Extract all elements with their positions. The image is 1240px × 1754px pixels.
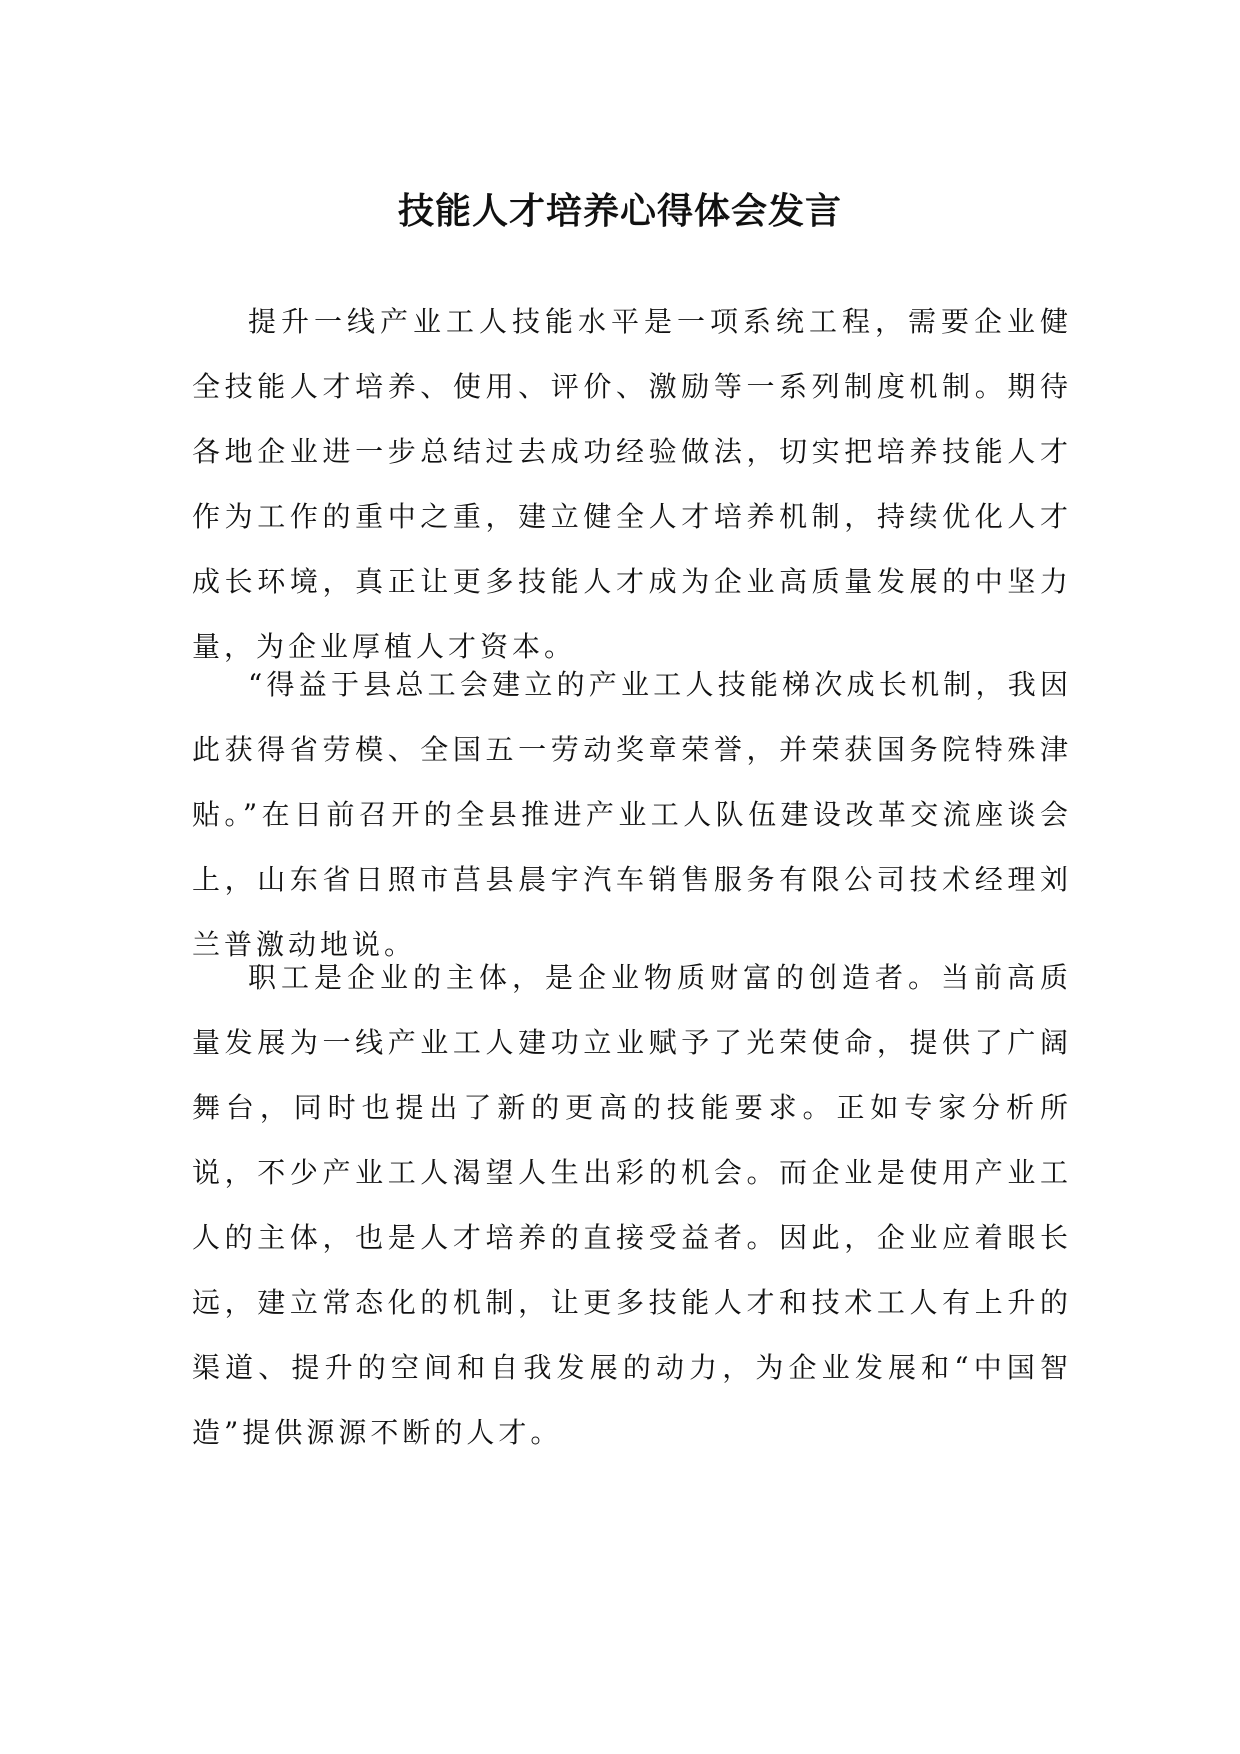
paragraph-1: 提升一线产业工人技能水平是一项系统工程，需要企业健全技能人才培养、使用、评价、激励等一系列制度机制。期待各地企业进一步总结过去成功经验做法，切实把培养技能人才作为工作的重中之重，建立健全人才培养机制，持续优化人才成长环境，真正让更多技能人才成为企业高质量发展的中坚力量，为企业厚植人才资本。 bbox=[192, 305, 1072, 663]
document-title: 技能人才培养心得体会发言 bbox=[397, 191, 842, 232]
paragraph-2: “得益于县总工会建立的产业工人技能梯次成长机制，我因此获得省劳模、全国五一劳动奖章荣誉，并荣获国务院特殊津贴。”在日前召开的全县推进产业工人队伍建设改革交流座谈会上，山东省日照市莒县晨宇汽车销售服务有限公司技术经理刘兰普激动地说。 bbox=[192, 668, 1072, 961]
paragraph-3: 职工是企业的主体，是企业物质财富的创造者。当前高质量发展为一线产业工人建功立业赋予了光荣使命，提供了广阔舞台，同时也提出了新的更高的技能要求。正如专家分析所说，不少产业工人渴望人生出彩的机会。而企业是使用产业工人的主体，也是人才培养的直接受益者。因此，企业应着眼长远，建立常态化的机制，让更多技能人才和技术工人有上升的渠道、提升的空间和自我发展的动力，为企业发展和“中国智造”提供源源不断的人才。 bbox=[192, 961, 1072, 1449]
